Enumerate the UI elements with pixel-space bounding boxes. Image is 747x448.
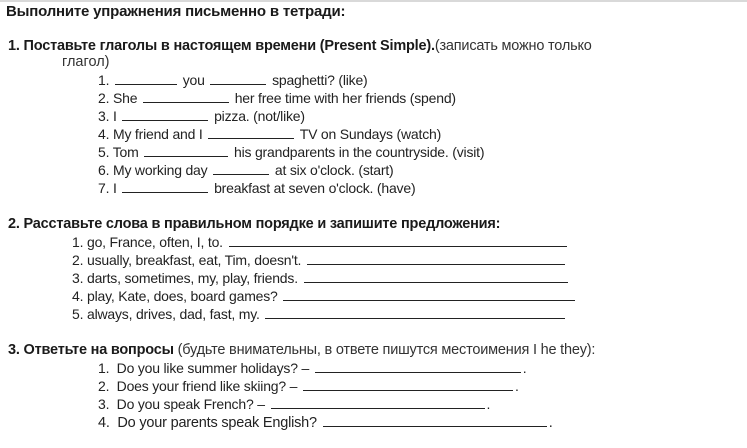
item-text: I — [112, 108, 117, 124]
item-number: 3. — [98, 396, 110, 412]
item-text: Do you like summer holidays? – — [116, 360, 310, 376]
item-text: her free time with her friends (spend) — [234, 90, 456, 106]
item-text: Do your parents speak English? — [117, 415, 317, 431]
answer-blank[interactable] — [210, 72, 266, 85]
item-text: Do you speak French? – — [116, 396, 265, 412]
answer-blank[interactable] — [323, 414, 547, 427]
ex2-item-2 — [72, 252, 567, 268]
answer-blank[interactable] — [307, 252, 565, 265]
item-text: spaghetti? (like) — [272, 72, 368, 88]
item-text: his grandparents in the countryside. (visit) — [233, 144, 485, 160]
item-text: you — [182, 72, 205, 88]
item-text: always, drives, dad, fast, my. — [86, 306, 260, 322]
answer-blank[interactable] — [303, 378, 513, 391]
item-text: breakfast at seven o'clock. (have) — [214, 180, 416, 196]
item-number: 4. — [98, 415, 110, 431]
ex3-item-4 — [98, 414, 553, 431]
item-text: I — [112, 180, 117, 196]
exercise-1-title: 1. Поставьте глаголы в настоящем времени (Present Simple). — [8, 38, 435, 54]
exercise-2-heading: 2. Расставьте слова в правильном порядке и запишите предложения: — [8, 216, 501, 232]
item-number: 3. — [72, 270, 84, 286]
exercise-3-heading — [8, 342, 595, 358]
page-title: Выполните упражнения письменно в тетради: — [6, 3, 346, 20]
ex3-item-1 — [98, 360, 527, 376]
item-end: . — [522, 360, 527, 376]
item-number: 5. — [72, 306, 84, 322]
exercise-3-title: 3. Ответьте на вопросы — [8, 342, 174, 358]
item-number: 2. — [98, 90, 110, 106]
exercise-1-heading — [8, 38, 592, 54]
ex1-item-7 — [98, 180, 415, 196]
ex2-item-1 — [72, 234, 569, 250]
item-text: My friend and I — [112, 126, 203, 142]
ex2-item-3 — [72, 270, 570, 286]
item-text: pizza. (not/like) — [214, 108, 305, 124]
item-number: 1. — [72, 234, 84, 250]
item-text: She — [112, 90, 138, 106]
item-number: 1. — [98, 72, 110, 88]
item-text: at six o'clock. (start) — [274, 162, 394, 178]
item-end: . — [486, 396, 491, 412]
ex3-item-3 — [98, 396, 490, 412]
exercise-1-note: (записать можно только — [434, 38, 592, 54]
answer-blank[interactable] — [122, 180, 208, 193]
item-number: 4. — [72, 288, 84, 304]
answer-blank[interactable] — [143, 90, 229, 103]
item-number: 2. — [72, 252, 84, 268]
item-text: play, Kate, does, board games? — [86, 288, 278, 304]
answer-blank[interactable] — [265, 306, 565, 319]
ex2-item-5 — [72, 306, 567, 322]
item-number: 1. — [98, 360, 110, 376]
exercise-1-note-cont: глагол) — [62, 54, 110, 70]
item-number: 6. — [98, 162, 110, 178]
item-number: 3. — [98, 108, 110, 124]
answer-blank[interactable] — [208, 126, 294, 139]
ex1-item-4 — [98, 126, 441, 142]
item-text: My working day — [112, 162, 208, 178]
item-number: 2. — [98, 378, 110, 394]
ex3-item-2 — [98, 378, 519, 394]
answer-blank[interactable] — [283, 288, 575, 301]
answer-blank[interactable] — [271, 396, 485, 409]
ex1-item-1 — [98, 72, 368, 88]
ex1-item-5 — [98, 144, 484, 160]
answer-blank[interactable] — [122, 108, 208, 121]
item-text: TV on Sundays (watch) — [299, 126, 442, 142]
top-divider — [0, 0, 747, 2]
item-number: 5. — [98, 144, 110, 160]
answer-blank[interactable] — [315, 360, 521, 373]
item-text: go, France, often, I, to. — [86, 234, 223, 250]
item-text: darts, sometimes, my, play, friends. — [86, 270, 298, 286]
item-text: Tom — [112, 144, 139, 160]
answer-blank[interactable] — [229, 234, 567, 247]
item-text: Does your friend like skiing? – — [116, 378, 298, 394]
answer-blank[interactable] — [304, 270, 568, 283]
ex1-item-2 — [98, 90, 456, 106]
item-number: 4. — [98, 126, 110, 142]
item-end: . — [548, 415, 553, 431]
ex2-item-4 — [72, 288, 577, 304]
item-text: usually, breakfast, eat, Tim, doesn't. — [86, 252, 302, 268]
ex1-item-3 — [98, 108, 305, 124]
item-number: 7. — [98, 180, 110, 196]
answer-blank[interactable] — [115, 72, 177, 85]
answer-blank[interactable] — [213, 162, 269, 175]
answer-blank[interactable] — [144, 144, 228, 157]
ex1-item-6 — [98, 162, 394, 178]
exercise-3-note: (будьте внимательны, в ответе пишутся местоимения I he they): — [173, 342, 596, 358]
item-end: . — [514, 378, 519, 394]
